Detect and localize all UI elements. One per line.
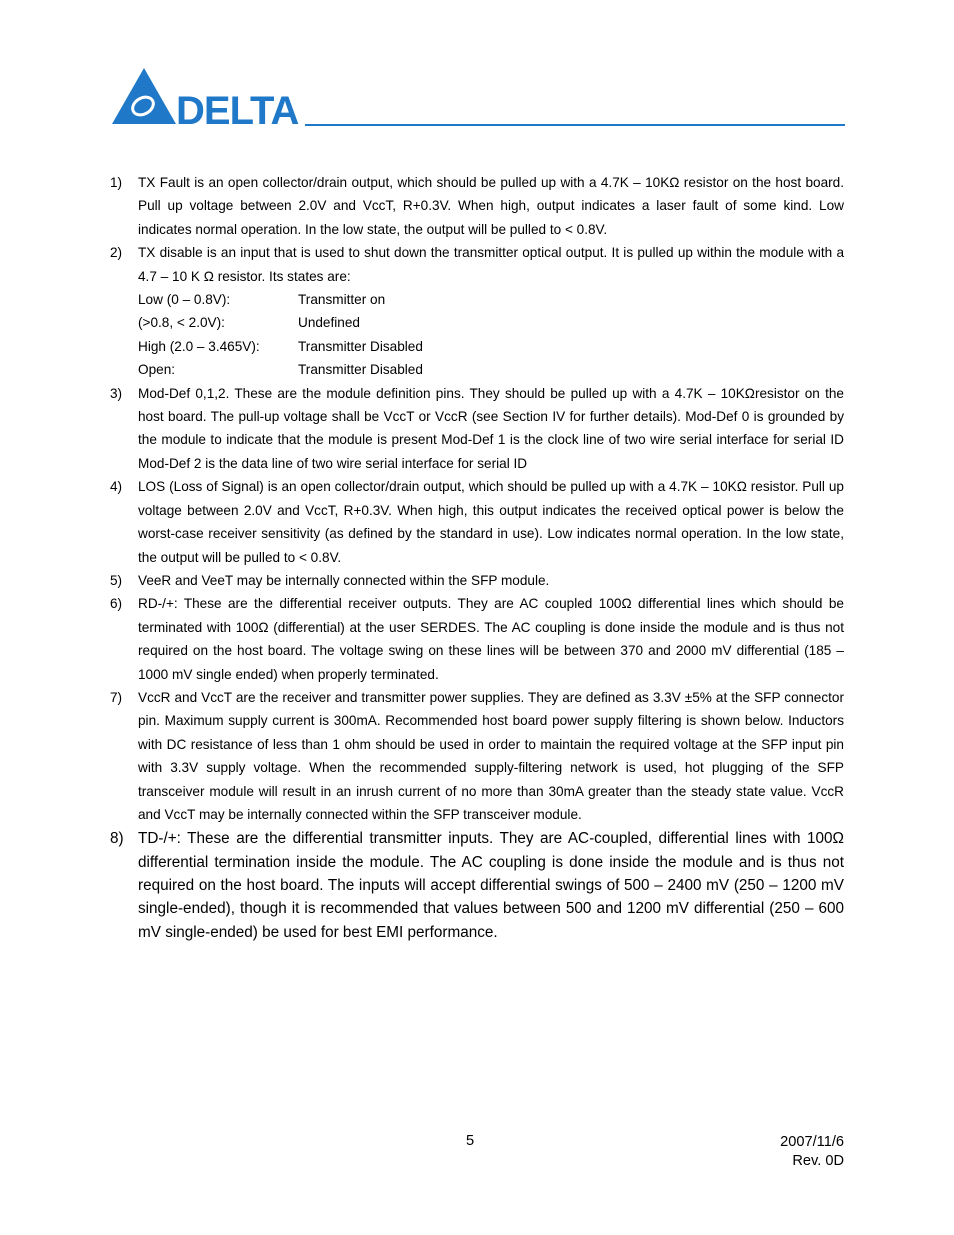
delta-logo	[110, 66, 305, 126]
note-text: Mod-Def 0,1,2. These are the module definition pins. They should be pulled up with a 4.7K – 10KΩresistor on the host board. The pull-up voltage shall be VccT or VccR (see Section IV for further details). Mod-Def 0 is grounded by the module to indicate that the module is present Mod-Def 1 is the clock line of two wire serial interface for serial ID Mod-Def 2 is the data line of two wire serial interface for serial ID	[138, 385, 844, 471]
state-row	[138, 358, 844, 381]
pin-notes-list	[110, 171, 844, 944]
state-row	[138, 288, 844, 311]
state-label: Open:	[138, 362, 176, 378]
note-number: 6)	[110, 596, 123, 612]
state-label: High (2.0 – 3.465V):	[138, 338, 260, 354]
note-text: TX disable is an input that is used to shut down the transmitter optical output. It is pulled up within the module with a 4.7 – 10 K Ω resistor. Its states are:	[138, 245, 844, 284]
note-text: TX Fault is an open collector/drain output, which should be pulled up with a 4.7K – 10KΩ resistor on the host board. Pull up voltage between 2.0V and VccT, R+0.3V. When high, output indicates a laser fault of some kind. Low indicates normal operation. In the low state, the output will be pulled to < 0.8V.	[138, 175, 844, 237]
logo-wordmark: DELTA	[176, 89, 299, 126]
note-text: TD-/+: These are the differential transmitter inputs. They are AC-coupled, differential lines with 100Ω differential termination inside the module. The AC coupling is done inside the module and is thus not required on the host board. The inputs will accept differential swings of 500 – 2400 mV (250 – 1200 mV single-ended), though it is recommended that values between 500 and 1200 mV differential (250 – 600 mV single-ended) be used for best EMI performance.	[138, 830, 844, 941]
note-5	[110, 569, 844, 592]
note-7	[110, 686, 844, 826]
note-2	[110, 241, 844, 381]
header-rule	[305, 124, 845, 126]
revision-date: 2007/11/6	[780, 1134, 844, 1150]
state-value: Transmitter on	[298, 292, 386, 308]
note-number: 2)	[110, 245, 123, 261]
tx-disable-states	[138, 288, 844, 382]
note-number: 3)	[110, 385, 123, 401]
note-number: 8)	[110, 830, 124, 848]
note-number: 5)	[110, 572, 123, 588]
footer-revision-block	[780, 1133, 844, 1171]
state-row	[138, 335, 844, 358]
note-text: RD-/+: These are the differential receiver outputs. They are AC coupled 100Ω differential lines which should be terminated with 100Ω (differential) at the user SERDES. The AC coupling is done inside the module and is thus not required on the host board. The voltage swing on these lines will be between 370 and 2000 mV differential (185 – 1000 mV single ended) when properly terminated.	[138, 596, 844, 682]
note-1	[110, 171, 844, 241]
note-number: 7)	[110, 689, 123, 705]
state-row	[138, 311, 844, 334]
note-8	[110, 827, 844, 943]
note-text: LOS (Loss of Signal) is an open collector/drain output, which should be pulled up with a 4.7K – 10KΩ resistor. Pull up voltage between 2.0V and VccT, R+0.3V. When high, this output indicates the received optical power is below the worst-case receiver sensitivity (as defined by the standard in use). Low indicates normal operation. In the low state, the output will be pulled to < 0.8V.	[138, 479, 844, 565]
note-number: 4)	[110, 479, 123, 495]
note-4	[110, 475, 844, 569]
revision-label: Rev. 0D	[792, 1153, 844, 1169]
state-value: Transmitter Disabled	[298, 338, 423, 354]
note-3	[110, 382, 844, 476]
state-label: Low (0 – 0.8V):	[138, 292, 231, 308]
state-value: Transmitter Disabled	[298, 362, 423, 378]
note-text: VccR and VccT are the receiver and transmitter power supplies. They are defined as 3.3V ±5% at the SFP connector pin. Maximum supply current is 300mA. Recommended host board power supply filtering is shown below. Inductors with DC resistance of less than 1 ohm should be used in order to maintain the required voltage at the SFP input pin with 3.3V supply voltage. When the recommended supply-filtering network is used, hot plugging of the SFP transceiver module will result in an inrush current of no more than 30mA greater than the steady state value. VccR and VccT may be internally connected within the SFP transceiver module.	[138, 689, 844, 822]
state-label: (>0.8, < 2.0V):	[138, 315, 225, 331]
page-number: 5	[466, 1133, 475, 1149]
note-6	[110, 592, 844, 686]
note-number: 1)	[110, 175, 123, 190]
note-text: VeeR and VeeT may be internally connected within the SFP module.	[138, 572, 550, 588]
state-value: Undefined	[298, 315, 360, 331]
